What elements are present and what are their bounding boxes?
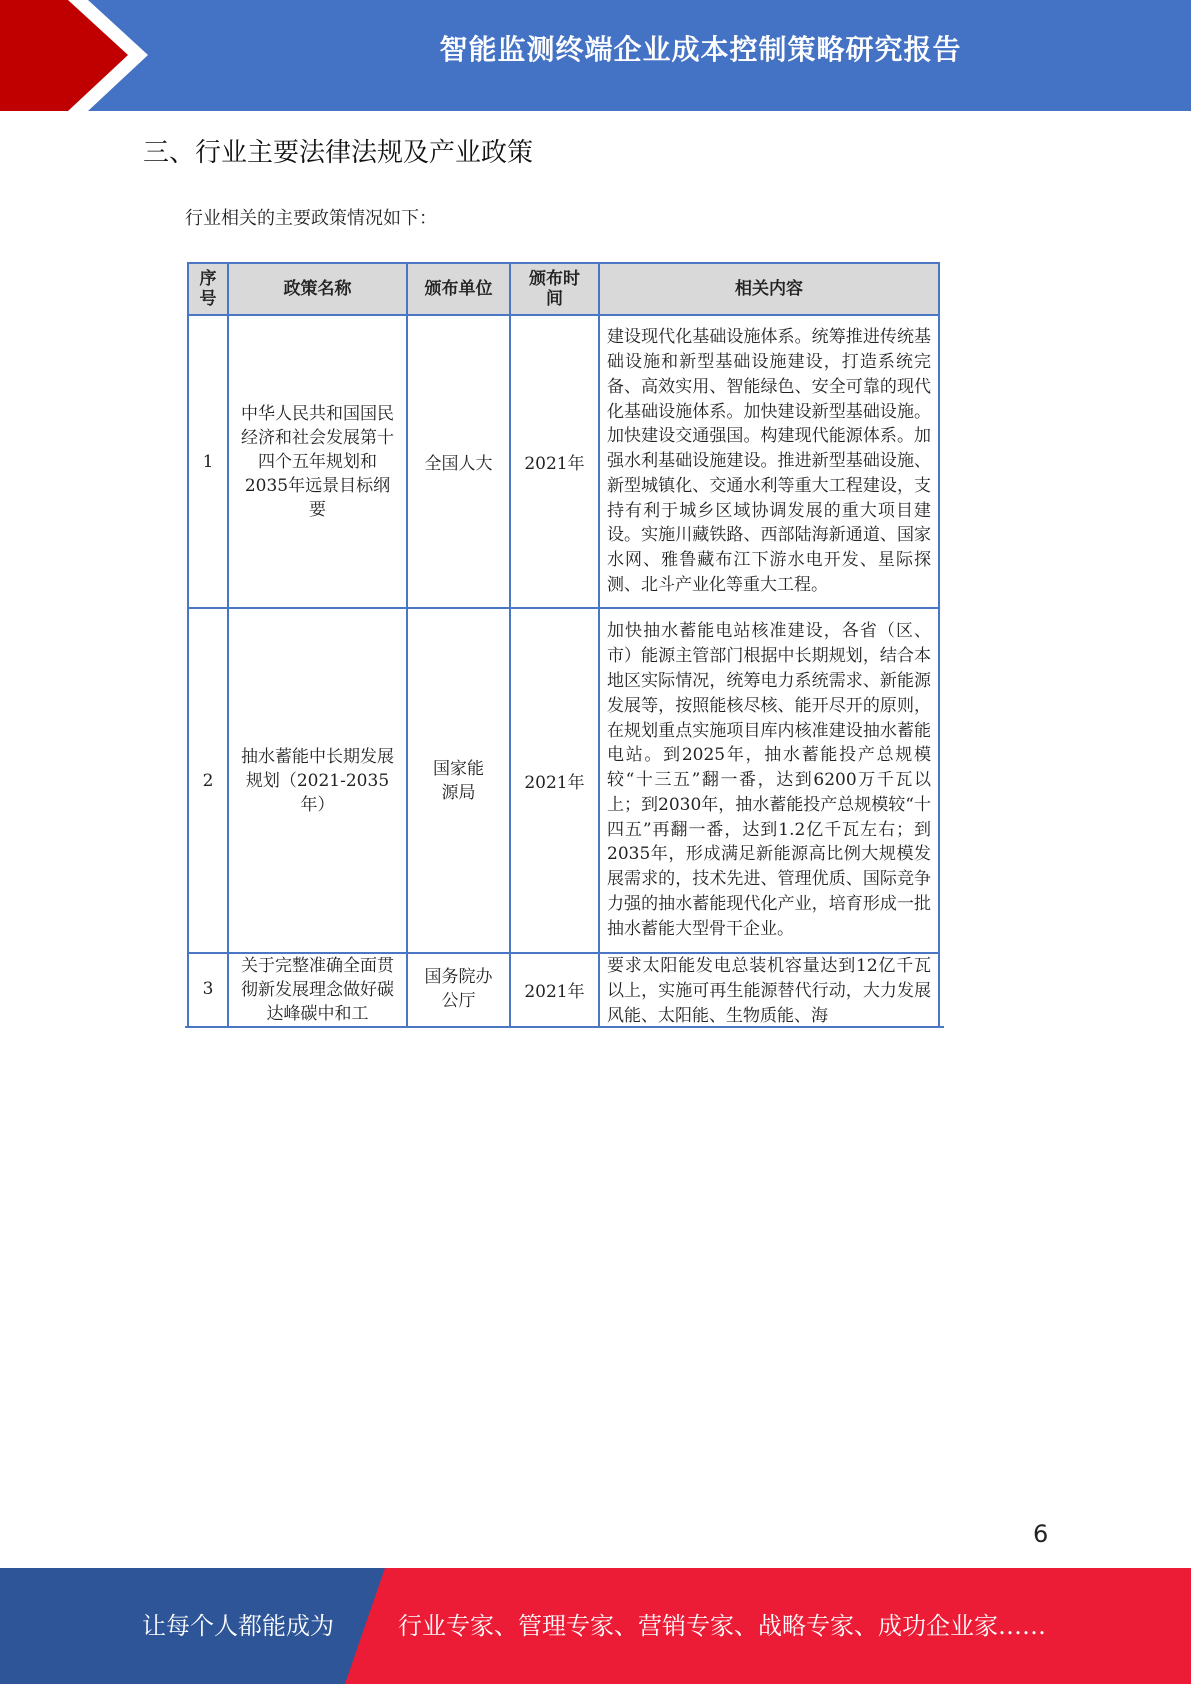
row-no: 3 <box>188 953 228 1027</box>
row-time: 2021年 <box>510 953 599 1027</box>
header-time: 颁布时间 <box>510 263 599 315</box>
section-heading: 三、行业主要法律法规及产业政策 <box>143 138 534 168</box>
row-issuer: 全国人大 <box>407 315 510 608</box>
row-issuer: 国家能源局 <box>407 608 510 953</box>
page-footer <box>0 1568 1191 1684</box>
header-no: 序号 <box>188 263 228 315</box>
row-content: 建设现代化基础设施体系。统筹推进传统基础设施和新型基础设施建设，打造系统完备、高效实用、智能绿色、安全可靠的现代化基础设施体系。加快建设新型基础设施。加快建设交通强国。构建现代能源体系。加强水利基础设施建设。推进新型基础设施、新型城镇化、交通水利等重大工程建设，支持有利于城乡区域协调发展的重大项目建设。实施川藏铁路、西部陆海新通道、国家水网、雅鲁藏布江下游水电开发、星际探测、北斗产业化等重大工程。 <box>599 315 939 608</box>
row-time: 2021年 <box>510 315 599 608</box>
row-content: 要求太阳能发电总装机容量达到12亿千瓦以上，实施可再生能源替代行动，大力发展风能、太阳能、生物质能、海 <box>599 953 939 1027</box>
row-policy-name: 中华人民共和国国民经济和社会发展第十四个五年规划和2035年远景目标纲要 <box>228 315 407 608</box>
table-bottom-rule <box>185 1026 944 1028</box>
table-row <box>188 953 939 1027</box>
header-name: 政策名称 <box>228 263 407 315</box>
row-time: 2021年 <box>510 608 599 953</box>
row-content: 加快抽水蓄能电站核准建设，各省（区、市）能源主管部门根据中长期规划，结合本地区实际情况，统筹电力系统需求、新能源发展等，按照能核尽核、能开尽开的原则，在规划重点实施项目库内核准建设抽水蓄能电站。到2025年，抽水蓄能投产总规模较“十三五”翻一番，达到6200万千瓦以上；到2030年，抽水蓄能投产总规模较“十四五”再翻一番，达到1.2亿千瓦左右；到2035年，形成满足新能源高比例大规模发展需求的，技术先进、管理优质、国际竞争力强的抽水蓄能现代化产业，培育形成一批抽水蓄能大型骨干企业。 <box>599 608 939 953</box>
intro-paragraph: 行业相关的主要政策情况如下： <box>185 208 437 229</box>
table-row <box>188 608 939 953</box>
footer-slogan-left: 让每个人都能成为 <box>142 1612 334 1640</box>
header-issuer: 颁布单位 <box>407 263 510 315</box>
report-title: 智能监测终端企业成本控制策略研究报告 <box>439 33 962 66</box>
footer-slogan-right: 行业专家、管理专家、营销专家、战略专家、成功企业家…… <box>398 1612 1046 1640</box>
table-row <box>188 315 939 608</box>
table-header-row <box>188 263 939 315</box>
page-number: 6 <box>1033 1520 1049 1548</box>
page-header <box>0 0 1191 111</box>
row-policy-name: 关于完整准确全面贯彻新发展理念做好碳达峰碳中和工 <box>228 953 407 1027</box>
policy-table <box>187 262 940 1028</box>
row-no: 2 <box>188 608 228 953</box>
row-policy-name: 抽水蓄能中长期发展规划（2021-2035年） <box>228 608 407 953</box>
row-no: 1 <box>188 315 228 608</box>
row-issuer: 国务院办公厅 <box>407 953 510 1027</box>
header-content: 相关内容 <box>599 263 939 315</box>
red-chevron-logo <box>0 0 160 111</box>
